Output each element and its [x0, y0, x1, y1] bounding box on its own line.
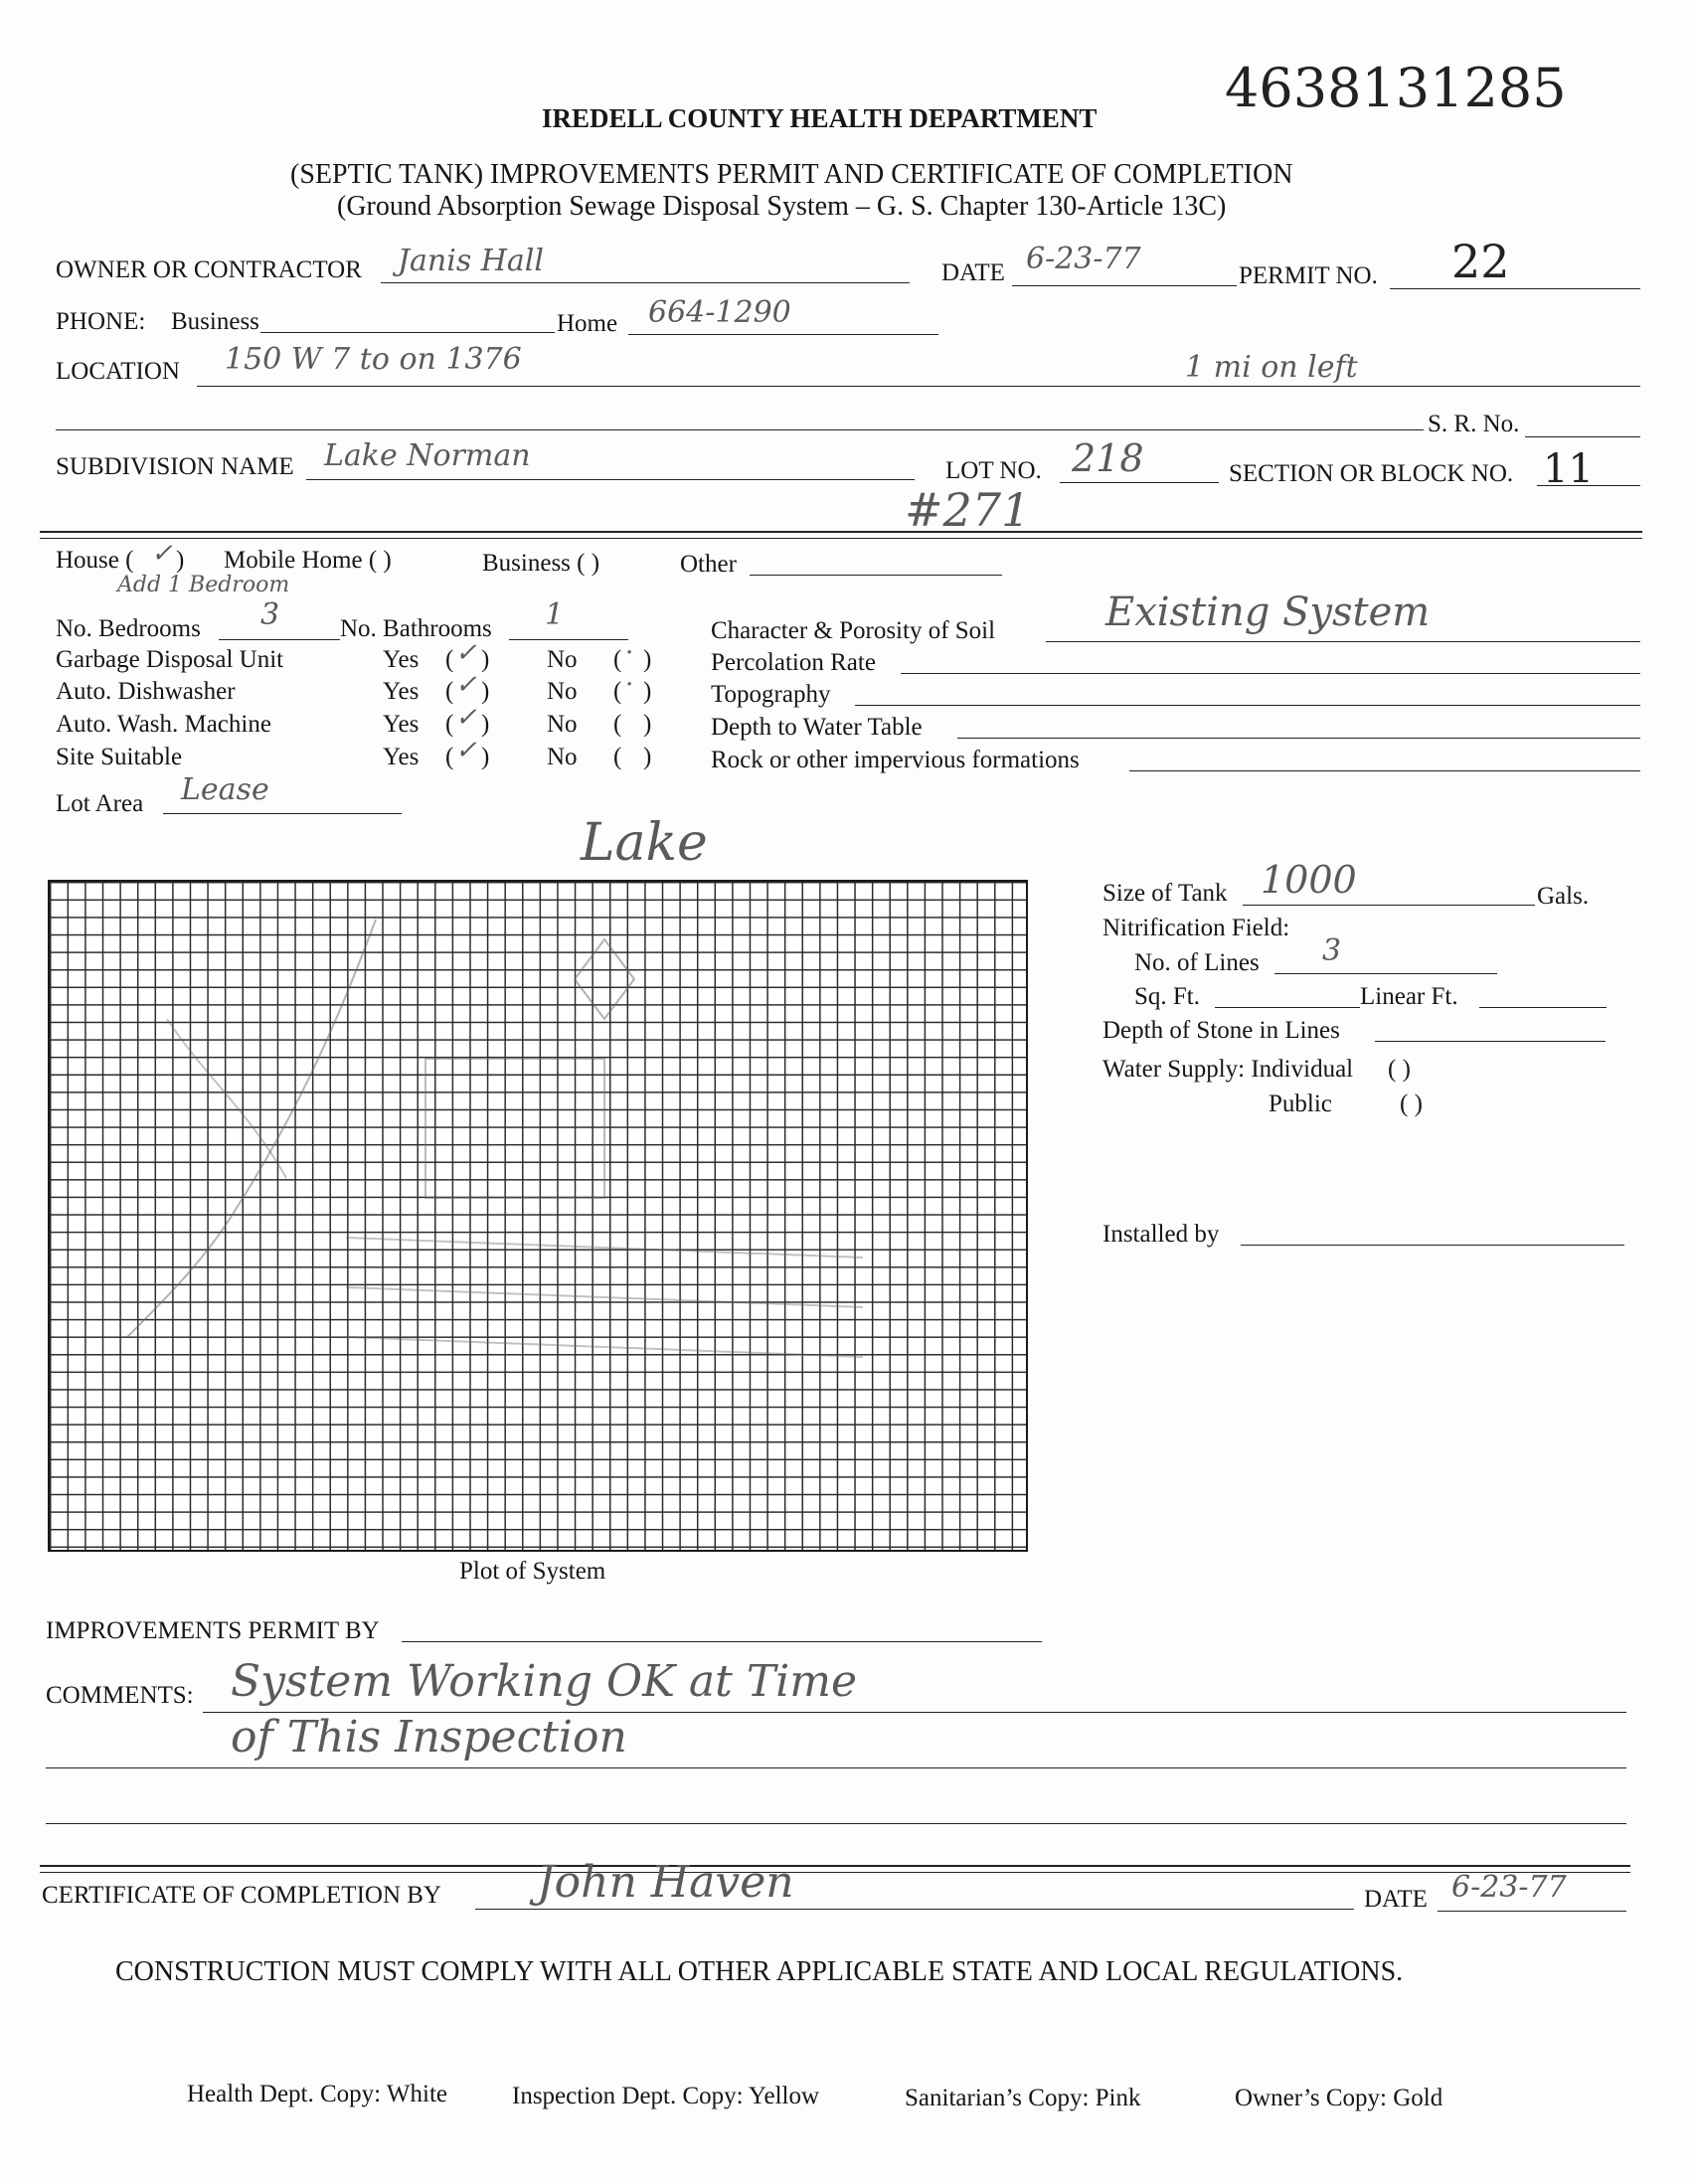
certificate-signature[interactable]: John Haven — [537, 1857, 794, 1908]
comments-line-2[interactable]: of This Inspection — [231, 1712, 627, 1763]
dishwasher-no-label: No — [547, 678, 578, 705]
home-phone-value[interactable]: 664-1290 — [648, 295, 791, 330]
stone-depth-label: Depth of Stone in Lines — [1102, 1017, 1340, 1044]
business-label: Business ( ) — [482, 550, 600, 577]
certificate-label: CERTIFICATE OF COMPLETION BY — [42, 1882, 441, 1909]
garbage-no-label: No — [547, 646, 578, 673]
sr-label: S. R. No. — [1428, 411, 1520, 437]
owner-value[interactable]: Janis Hall — [398, 244, 544, 278]
copy-sanitarian: Sanitarian’s Copy: Pink — [905, 2085, 1141, 2111]
business-phone-label: Business — [171, 308, 259, 335]
agency-title: IREDELL COUNTY HEALTH DEPARTMENT — [542, 103, 1098, 133]
building-note: Add 1 Bedroom — [117, 573, 290, 597]
plot-sketch — [48, 880, 1028, 1552]
comments-line-1[interactable]: System Working OK at Time — [231, 1656, 858, 1707]
tank-size-value[interactable]: 1000 — [1261, 858, 1357, 902]
house-checkmark[interactable]: ✓ — [151, 539, 173, 569]
form-title: (SEPTIC TANK) IMPROVEMENTS PERMIT AND CERTIFICATE OF COMPLETION — [290, 159, 1293, 190]
lines-value[interactable]: 3 — [1322, 933, 1342, 968]
soil-character-value[interactable]: Existing System — [1105, 589, 1431, 635]
comments-label: COMMENTS: — [46, 1682, 194, 1709]
appliance-label-washer: Auto. Wash. Machine — [56, 711, 271, 738]
water-supply-label: Water Supply: Individual — [1102, 1056, 1354, 1083]
section-value[interactable]: 11 — [1543, 446, 1594, 492]
installed-by-label: Installed by — [1102, 1221, 1220, 1248]
certificate-date-value[interactable]: 6-23-77 — [1451, 1870, 1567, 1905]
garbage-yes-label: Yes — [383, 646, 420, 673]
linear-ft-label: Linear Ft. — [1360, 983, 1458, 1010]
house-label: House ( — [56, 547, 134, 574]
public-checkbox[interactable]: ( ) — [1400, 1091, 1423, 1117]
copy-owner: Owner’s Copy: Gold — [1235, 2085, 1443, 2111]
permit-value[interactable]: 22 — [1451, 235, 1510, 288]
nitrification-label: Nitrification Field: — [1102, 915, 1290, 941]
gals-label: Gals. — [1537, 883, 1590, 910]
rock-formations-label: Rock or other impervious formations — [711, 747, 1080, 773]
garbage-no-mark[interactable]: · — [625, 638, 634, 668]
house-close: ) — [176, 547, 185, 574]
copy-inspection: Inspection Dept. Copy: Yellow — [512, 2083, 820, 2109]
lines-label: No. of Lines — [1134, 949, 1260, 976]
subdivision-value[interactable]: Lake Norman — [324, 438, 531, 473]
water-table-label: Depth to Water Table — [711, 714, 923, 741]
section-label: SECTION OR BLOCK NO. — [1229, 460, 1514, 487]
dishwasher-yes-label: Yes — [383, 678, 420, 705]
percolation-label: Percolation Rate — [711, 649, 876, 676]
location-label: LOCATION — [56, 358, 180, 385]
tank-size-label: Size of Tank — [1102, 880, 1228, 907]
date-label: DATE — [941, 259, 1005, 286]
sqft-label: Sq. Ft. — [1134, 983, 1201, 1010]
site-yes-label: Yes — [383, 744, 420, 770]
improvements-permit-label: IMPROVEMENTS PERMIT BY — [46, 1617, 380, 1644]
lot-area-value[interactable]: Lease — [181, 772, 269, 807]
bedrooms-value[interactable]: 3 — [260, 597, 280, 632]
phone-label: PHONE: — [56, 308, 146, 335]
lake-label: Lake — [581, 813, 708, 873]
soil-character-label: Character & Porosity of Soil — [711, 617, 996, 644]
owner-label: OWNER OR CONTRACTOR — [56, 256, 362, 283]
appliance-label-site: Site Suitable — [56, 744, 183, 770]
permit-label: PERMIT NO. — [1239, 262, 1378, 289]
washer-yes-mark[interactable]: ✓ — [455, 703, 477, 733]
site-yes-mark[interactable]: ✓ — [455, 736, 477, 765]
form-subtitle: (Ground Absorption Sewage Disposal System – G. S. Chapter 130-Article 13C) — [337, 191, 1227, 222]
dishwasher-yes-mark[interactable]: ✓ — [455, 670, 477, 700]
dishwasher-no-mark[interactable]: · — [625, 670, 634, 700]
lot-value[interactable]: 218 — [1072, 436, 1144, 480]
individual-checkbox[interactable]: ( ) — [1388, 1056, 1411, 1083]
appliance-label-dishwasher: Auto. Dishwasher — [56, 678, 236, 705]
certificate-date-label: DATE — [1364, 1886, 1428, 1913]
site-no-label: No — [547, 744, 578, 770]
location-extra[interactable]: 1 mi on left — [1185, 350, 1358, 385]
appliance-label-garbage: Garbage Disposal Unit — [56, 646, 284, 673]
stamp-number: 4638131285 — [1225, 57, 1567, 119]
copy-health: Health Dept. Copy: White — [187, 2081, 447, 2107]
garbage-yes-mark[interactable]: ✓ — [455, 638, 477, 668]
subdivision-label: SUBDIVISION NAME — [56, 453, 294, 480]
topography-label: Topography — [711, 681, 831, 708]
home-phone-label: Home — [557, 310, 618, 337]
bedrooms-label: No. Bedrooms — [56, 615, 201, 642]
bathrooms-value[interactable]: 1 — [545, 597, 565, 632]
mobile-home-label: Mobile Home ( ) — [224, 547, 392, 574]
washer-yes-label: Yes — [383, 711, 420, 738]
lot-label: LOT NO. — [945, 457, 1042, 484]
plot-caption: Plot of System — [459, 1558, 606, 1585]
date-value[interactable]: 6-23-77 — [1026, 242, 1141, 276]
lot-area-label: Lot Area — [56, 790, 144, 817]
bathrooms-label: No. Bathrooms — [340, 615, 492, 642]
other-label: Other — [680, 551, 737, 578]
public-label: Public — [1269, 1091, 1332, 1117]
location-value[interactable]: 150 W 7 to on 1376 — [225, 342, 522, 377]
regulation-notice: CONSTRUCTION MUST COMPLY WITH ALL OTHER APPLICABLE STATE AND LOCAL REGULATIONS. — [115, 1956, 1404, 1987]
lot-note: #271 — [905, 483, 1031, 537]
washer-no-label: No — [547, 711, 578, 738]
